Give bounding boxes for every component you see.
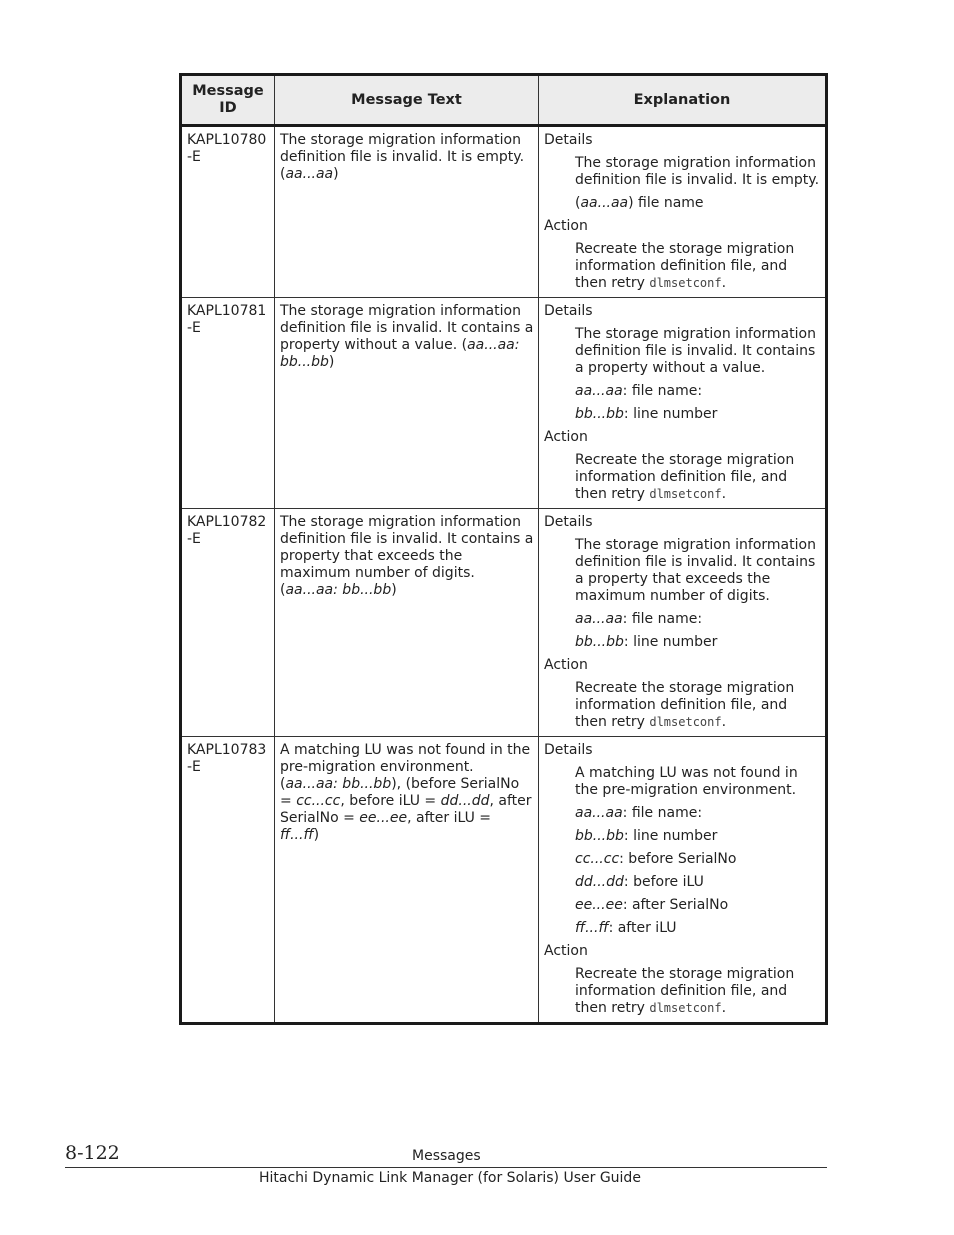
table-row [181,509,827,737]
action-text: Recreate the storage migration information definition file, and then retry dlmsetconf. [575,452,795,502]
action-text: Recreate the storage migration information definition file, and then retry dlmsetconf. [575,966,795,1016]
details-variable: (aa...aa) file name [575,195,704,211]
message-text-cell: The storage migration information definition file is invalid. It is empty. (aa...aa) [275,126,539,298]
action-label: Action [544,429,588,445]
message-text-cell: The storage migration information definition file is invalid. It contains a property without a value. (aa...aa: bb...bb) [275,298,539,509]
details-variable: ee...ee: after SerialNo [575,897,729,913]
details-variable: cc...cc: before SerialNo [575,851,737,867]
footer-divider [65,1167,827,1168]
action-label: Action [544,657,588,673]
footer-book-title: Hitachi Dynamic Link Manager (for Solaris) User Guide [259,1170,641,1186]
details-variable: bb...bb: line number [575,828,718,844]
details-variable: aa...aa: file name: [575,805,703,821]
details-label: Details [544,742,593,758]
explanation-cell [539,126,827,298]
table-row [181,126,827,298]
message-text-cell: A matching LU was not found in the pre-migration environment. (aa...aa: bb...bb), (before SerialNo = cc...cc, before iLU = dd...dd, after SerialNo = ee...ee, after iLU = ff...ff) [275,737,539,1024]
footer-section: Messages [412,1148,481,1164]
details-variable: dd...dd: before iLU [575,874,704,890]
explanation-cell [539,298,827,509]
message-id-cell: KAPL10782 -E [181,509,275,737]
message-id-cell: KAPL10781 -E [181,298,275,509]
messages-table [179,73,828,1025]
action-text: Recreate the storage migration information definition file, and then retry dlmsetconf. [575,680,795,730]
details-description: The storage migration information definition file is invalid. It is empty. [575,155,820,188]
details-variable: aa...aa: file name: [575,383,703,399]
header-message-id [181,75,275,126]
header-message-text: Message Text [275,75,539,126]
explanation-cell [539,509,827,737]
details-variable: aa...aa: file name: [575,611,703,627]
table-row [181,298,827,509]
table-row [181,737,827,1024]
details-label: Details [544,132,593,148]
message-text-cell: The storage migration information definition file is invalid. It contains a property that exceeds the maximum number of digits. (aa...aa: bb...bb) [275,509,539,737]
message-id-cell: KAPL10783 -E [181,737,275,1024]
header-explanation: Explanation [539,75,827,126]
explanation-cell [539,737,827,1024]
page-number: 8-122 [65,1142,120,1164]
action-text: Recreate the storage migration information definition file, and then retry dlmsetconf. [575,241,795,291]
details-label: Details [544,303,593,319]
table-header-row [181,75,827,126]
details-description: The storage migration information definition file is invalid. It contains a property without a value. [575,326,816,376]
details-variable: ff...ff: after iLU [575,920,677,936]
action-label: Action [544,218,588,234]
details-label: Details [544,514,593,530]
message-id-cell: KAPL10780 -E [181,126,275,298]
details-variable: bb...bb: line number [575,406,718,422]
header-message-id-label: Message ID [192,83,264,116]
details-variable: bb...bb: line number [575,634,718,650]
details-description: The storage migration information definition file is invalid. It contains a property that exceeds the maximum number of digits. [575,537,816,604]
table-body [181,126,827,1024]
action-label: Action [544,943,588,959]
details-description: A matching LU was not found in the pre-migration environment. [575,765,798,798]
